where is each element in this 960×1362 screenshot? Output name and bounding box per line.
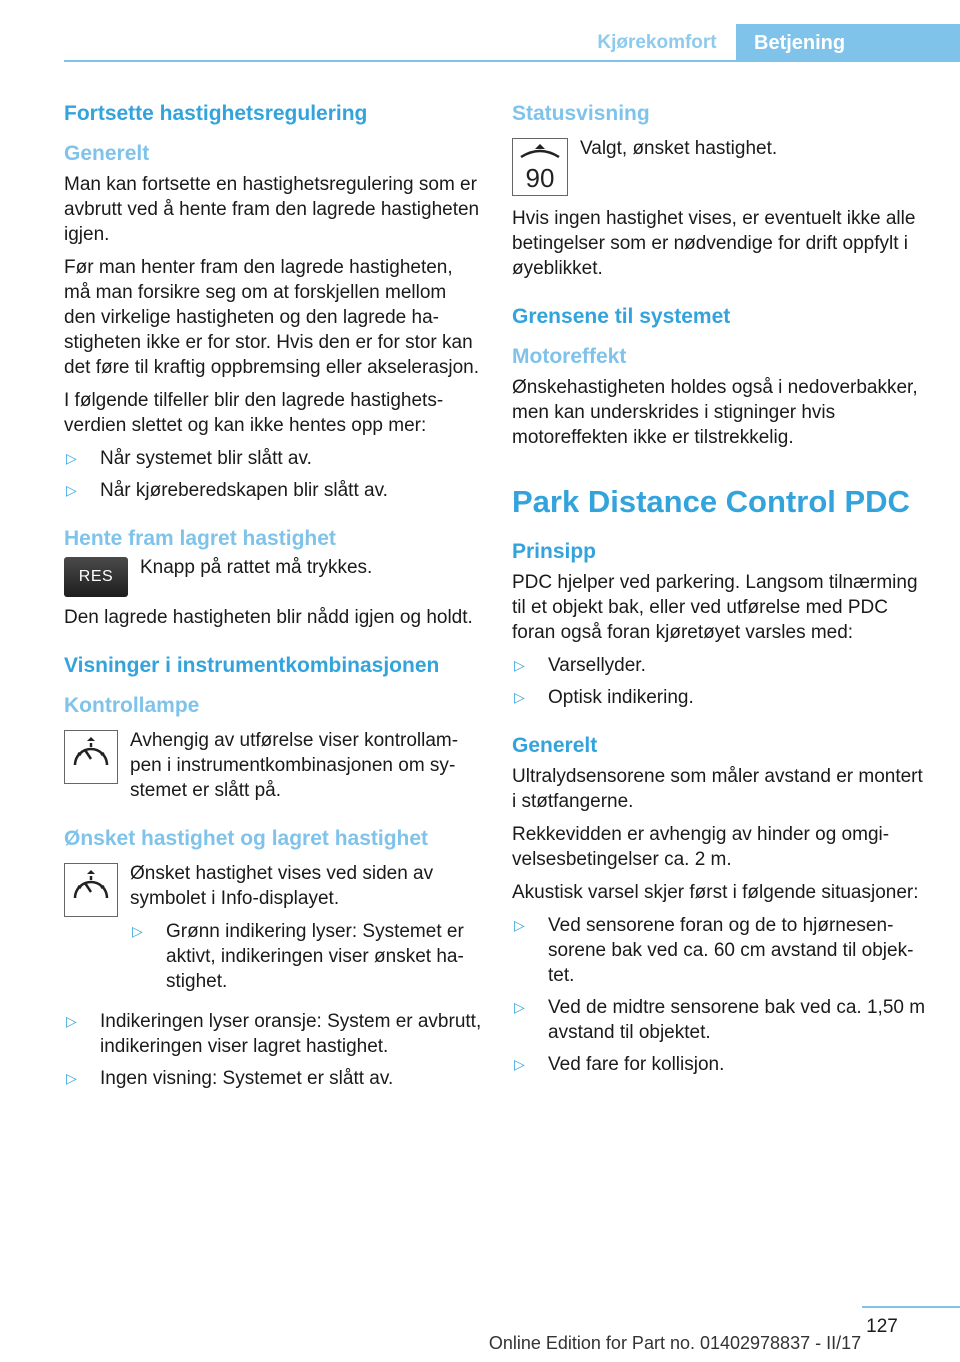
list-item: ▷ Ved de midtre sensorene bak ved ca. 1,50 m avstand til objektet. [514, 997, 926, 1043]
list-item: ▷ Når systemet blir slått av. [66, 448, 312, 469]
paragraph: Ønsket hastighet vises ved siden av symbolet i Info-displayet. [130, 863, 434, 909]
heading-kontrollampe: Kontrollampe [64, 694, 200, 717]
footer-rule [862, 1306, 960, 1308]
bullet-list [64, 1009, 482, 1091]
bullet-list [64, 446, 482, 503]
paragraph: Rekkevidden er avhengig av hinder og omgivelsesbetingelser ca. 2 m. [512, 824, 890, 870]
triangle-bullet-icon: ▷ [66, 1070, 77, 1086]
triangle-bullet-icon: ▷ [66, 1013, 77, 1029]
heading-onsket: Ønsket hastighet og lagret hastighet [64, 827, 429, 850]
heading-fortsette: Fortsette hastighetsregulering [64, 102, 368, 125]
paragraph: Knapp på rattet må trykkes. [140, 557, 373, 578]
speedometer-icon [64, 730, 118, 784]
tab-kjorekomfort[interactable]: Kjørekomfort [597, 32, 717, 53]
heading-statusvisning: Statusvisning [512, 102, 650, 125]
heading-grensene: Grensene til systemet [512, 305, 731, 328]
triangle-bullet-icon: ▷ [514, 657, 525, 673]
paragraph: Før man henter fram den lagrede hastigheten, må man forsikre seg om at forskjellen mellom den virkelige hastigheten og den lagrede hastigheten ikke er for stor. Hvis den er for stor kan det føre til kraftig oppbremsing eller akselerasjon. [64, 257, 480, 378]
heading-visninger: Visninger i instrumentkombinasjonen [64, 654, 440, 677]
paragraph: Avhengig av utførelse viser kontrollampen i instrumentkombinasjonen om systemet er slått på. [130, 730, 459, 801]
heading-hente: Hente fram lagret hastighet [64, 527, 336, 550]
paragraph: Man kan fortsette en hastighetsregulering som er avbrutt ved å hente fram den lagrede hastigheten igjen. [64, 174, 480, 245]
paragraph: Ønskehastigheten holdes også i nedoverbakker, men kan underskrides i stigninger hvis motoreffekten ikke er tilstrekkelig. [512, 377, 918, 448]
paragraph: Valgt, ønsket hastighet. [580, 138, 778, 159]
heading-generelt: Generelt [64, 142, 150, 165]
triangle-bullet-icon: ▷ [514, 999, 525, 1015]
paragraph: Hvis ingen hastighet vises, er eventuelt ikke alle betingelser som er nødvendige for drift oppfylt i øyeblikket. [512, 208, 916, 279]
status-row [512, 138, 928, 196]
list-item: ▷ Optisk indikering. [514, 687, 694, 708]
paragraph: Den lagrede hastigheten blir nådd igjen og holdt. [64, 607, 473, 628]
tab-betjening[interactable]: Betjening [736, 24, 960, 62]
heading-prinsipp: Prinsipp [512, 540, 597, 563]
list-item: ▷ Ved fare for kollisjon. [514, 1054, 725, 1075]
heading-generelt-pdc: Generelt [512, 734, 598, 757]
list-item: ▷ Ingen visning: Systemet er slått av. [66, 1068, 394, 1089]
set-speed-value: 90 [525, 163, 555, 193]
list-item: ▷ Varsellyder. [514, 655, 646, 676]
list-item: ▷ Ved sensorene foran og de to hjørnesensorene bak ved ca. 60 cm avstand til objektet. [514, 915, 914, 986]
triangle-bullet-icon: ▷ [514, 1056, 525, 1072]
edition-footer: Online Edition for Part no. 01402978837 - II/17 [488, 1333, 862, 1353]
triangle-bullet-icon: ▷ [514, 917, 525, 933]
triangle-bullet-icon: ▷ [514, 689, 525, 705]
page-number: 127 [866, 1316, 898, 1337]
list-item: ▷ Grønn indikering lyser: Systemet er aktivt, indikeringen viser ønsket hastighet. [132, 921, 464, 992]
triangle-bullet-icon: ▷ [66, 450, 77, 466]
bullet-list [512, 653, 928, 710]
paragraph: Ultralydsensorene som måler avstand er montert i støtfangerne. [512, 766, 923, 812]
paragraph: I følgende tilfeller blir den lagrede hastighetsverdien slettet og kan ikke hentes opp mer: [64, 390, 444, 436]
speedometer-icon [64, 863, 118, 917]
heading-pdc: Park Distance Control PDC [512, 484, 910, 519]
set-speed-icon [512, 138, 568, 196]
heading-motoreffekt: Motoreffekt [512, 345, 627, 368]
triangle-bullet-icon: ▷ [132, 923, 143, 939]
left-column [64, 100, 482, 1099]
triangle-bullet-icon: ▷ [66, 482, 77, 498]
res-button-icon: RES [64, 557, 128, 597]
list-item: ▷ Indikeringen lyser oransje: System er avbrutt, indikeringen viser lagret hastighet. [66, 1011, 482, 1057]
onsket-row [64, 863, 482, 1001]
right-column [512, 100, 928, 1085]
paragraph: PDC hjelper ved parkering. Langsom tilnærming til et objekt bak, eller ved utførelse med PDC foran også foran kjøretøyet varsles med: [512, 572, 918, 643]
list-item: ▷ Når kjøreberedskapen blir slått av. [66, 480, 388, 501]
bullet-list [512, 913, 928, 1077]
paragraph: Akustisk varsel skjer først i følgende situasjoner: [512, 882, 919, 903]
res-row [64, 557, 482, 597]
kontrollampe-row [64, 730, 482, 803]
